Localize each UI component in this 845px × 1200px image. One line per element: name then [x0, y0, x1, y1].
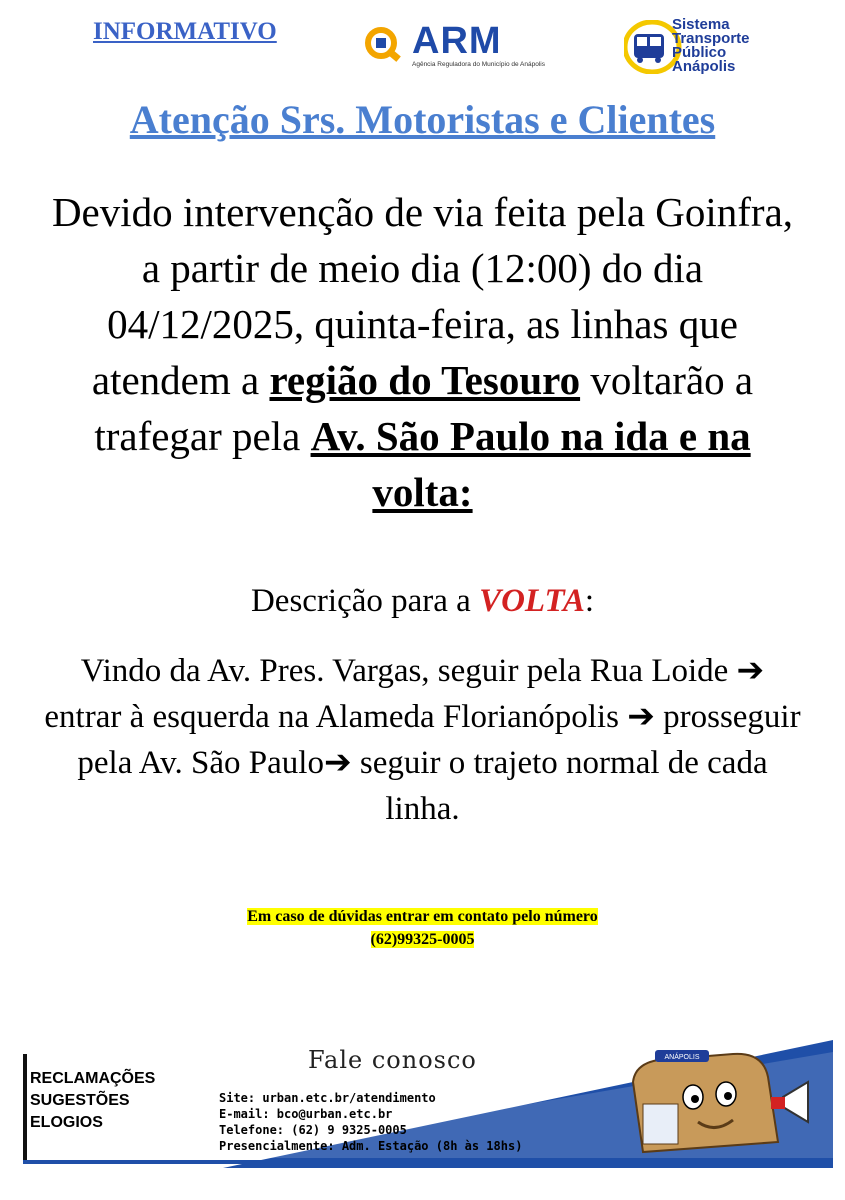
bus-sign-text: ANÁPOLIS — [664, 1054, 700, 1061]
footer-label-suggestions: SUGESTÕES — [30, 1092, 130, 1109]
stpa-line-1: Sistema — [672, 16, 730, 33]
footer-site: Site: urban.etc.br/atendimento — [219, 1091, 436, 1105]
bus-mascot-icon — [613, 1042, 823, 1162]
footer-in-person: Presencialmente: Adm. Estação (8h às 18hs) — [219, 1139, 523, 1153]
page-title: Atenção Srs. Motoristas e Clientes — [129, 97, 716, 142]
arm-logo-word: ARM — [412, 20, 502, 62]
main-notice — [40, 184, 805, 520]
arm-logo-subtitle: Agência Reguladora do Município de Anápolis — [412, 61, 545, 68]
arrow-right-icon: ➔ — [627, 699, 655, 735]
contact-phone: (62)99325-0005 — [370, 931, 475, 948]
arrow-right-icon: ➔ — [323, 745, 352, 781]
footer-phone: Telefone: (62) 9 9325-0005 — [219, 1123, 407, 1137]
footer-banner — [23, 1040, 833, 1168]
route-part-2: entrar à esquerda na Alameda Florianópolis — [44, 699, 628, 735]
informativo-label: INFORMATIVO — [93, 18, 277, 45]
contact-line-1: Em caso de dúvidas entrar em contato pelo número — [247, 908, 598, 925]
footer-categories — [30, 1068, 155, 1134]
notice-bold-avenue: Av. São Paulo na ida e na volta: — [310, 413, 751, 515]
notice-bold-region: região do Tesouro — [269, 357, 581, 403]
contact-notice — [0, 905, 845, 951]
footer-divider — [23, 1054, 27, 1160]
arm-logo — [356, 14, 545, 74]
stpa-line-4: Anápolis — [672, 58, 736, 75]
footer-heading: Fale conosco — [308, 1046, 477, 1074]
notice-text-2: voltarão a trafegar pela — [94, 357, 754, 459]
footer-label-compliments: ELOGIOS — [30, 1114, 103, 1131]
route-part-4: seguir o trajeto normal de cada linha. — [351, 745, 768, 827]
stpa-logo — [624, 16, 794, 76]
footer-label-complaints: RECLAMAÇÕES — [30, 1070, 156, 1087]
arm-logo-mark-icon — [362, 22, 406, 66]
description-suffix: : — [584, 583, 595, 619]
stpa-line-2: Transporte — [672, 30, 750, 47]
stpa-logo-text — [672, 18, 750, 74]
volta-highlight: VOLTA — [479, 583, 585, 619]
footer-contact-info — [219, 1090, 522, 1154]
description-heading — [0, 583, 845, 620]
notice-text-1: Devido intervenção de via feita pela Goinfra, a partir de meio dia (12:00) do dia 04/12/2025, quinta-feira, as linhas que atendem a — [51, 189, 794, 403]
footer-email: E-mail: bco@urban.etc.br — [219, 1107, 393, 1121]
route-part-3: prosseguir pela Av. São Paulo — [77, 699, 801, 781]
route-description — [40, 648, 805, 832]
route-part-1: Vindo da Av. Pres. Vargas, seguir pela Rua Loide — [80, 653, 737, 689]
stpa-line-3: Público — [672, 44, 727, 61]
arrow-right-icon: ➔ — [736, 653, 765, 689]
description-prefix: Descrição para a — [250, 583, 480, 619]
